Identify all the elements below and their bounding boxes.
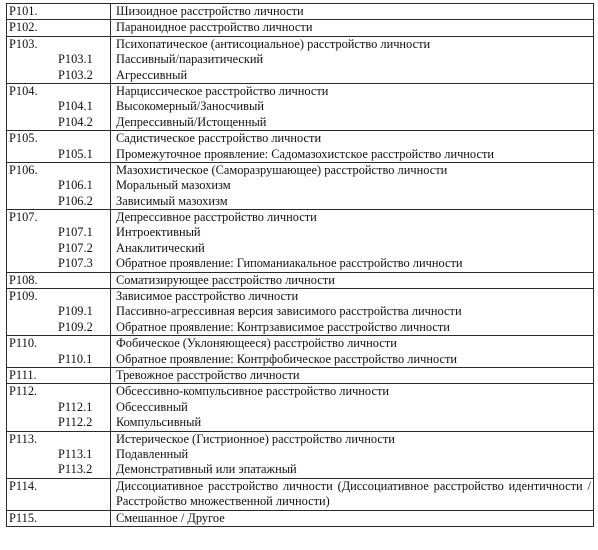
- code-cell: [7, 384, 111, 431]
- name-cell: [111, 336, 594, 368]
- subtype-code: P104.2: [58, 114, 93, 129]
- code-cell: [7, 431, 111, 478]
- table-row: [7, 478, 594, 510]
- group-name: Зависимое расстройство личности: [116, 289, 299, 304]
- subtype-name: Обсессивный: [116, 399, 188, 414]
- subtype-name: Интроективный: [116, 225, 201, 240]
- subtype-code: P112.2: [58, 415, 93, 430]
- group-code: P108.: [9, 272, 38, 287]
- code-cell: [7, 510, 111, 526]
- table-row: [7, 289, 594, 336]
- name-cell: [111, 272, 594, 288]
- name-cell: [111, 83, 594, 130]
- name-cell: [111, 210, 594, 273]
- code-cell: [7, 367, 111, 383]
- group-code: P106.: [9, 162, 38, 177]
- code-cell: [7, 4, 111, 20]
- subtype-code: P105.1: [58, 146, 93, 161]
- group-name: Психопатическое (антисоциальное) расстройство личности: [116, 36, 431, 51]
- group-code: P115.: [9, 510, 38, 525]
- name-cell: [111, 289, 594, 336]
- table-row: [7, 431, 594, 478]
- table-row: [7, 272, 594, 288]
- subtype-name: Пассивный/паразитический: [116, 52, 264, 67]
- code-cell: [7, 289, 111, 336]
- subtype-code: P107.1: [58, 225, 93, 240]
- subtype-code: P103.2: [58, 67, 93, 82]
- subtype-code: P110.1: [58, 351, 93, 366]
- subtype-name: Компульсивный: [116, 415, 202, 430]
- subtype-name: Высокомерный/Заносчивый: [116, 99, 264, 114]
- group-code: P109.: [9, 289, 38, 304]
- group-code: P111.: [9, 367, 37, 382]
- code-cell: [7, 210, 111, 273]
- name-cell: [111, 36, 594, 83]
- table-row: [7, 131, 594, 163]
- group-name: Депрессивное расстройство личности: [116, 210, 317, 225]
- group-code: P105.: [9, 131, 38, 146]
- group-name: Соматизирующее расстройство личности: [116, 272, 335, 287]
- group-code: P114.: [9, 478, 38, 493]
- table-row: [7, 83, 594, 130]
- code-cell: [7, 20, 111, 36]
- group-name: Садистическое расстройство личности: [116, 131, 322, 146]
- group-code: P112.: [9, 384, 38, 399]
- subtype-name: Обратное проявление: Контрфобическое расстройство личности: [116, 351, 458, 366]
- group-code: P113.: [9, 431, 38, 446]
- group-name: Истерическое (Гистрионное) расстройство личности: [116, 431, 395, 446]
- group-name: Диссоциативное расстройство личности (Диссоциативное расстройство идентичности / Расстройство множественной личности): [116, 478, 591, 509]
- table-row: [7, 384, 594, 431]
- subtype-name: Обратное проявление: Контрзависимое расстройство личности: [116, 319, 450, 334]
- subtype-code: P106.2: [58, 193, 93, 208]
- name-cell: [111, 131, 594, 163]
- table-row: [7, 4, 594, 20]
- table-row: [7, 367, 594, 383]
- code-cell: [7, 83, 111, 130]
- name-cell: [111, 384, 594, 431]
- subtype-code: P107.3: [58, 256, 93, 271]
- group-code: P101.: [9, 4, 38, 18]
- subtype-name: Обратное проявление: Гипоманиакальное расстройство личности: [116, 256, 463, 271]
- name-cell: [111, 20, 594, 36]
- code-cell: [7, 336, 111, 368]
- table-row: [7, 36, 594, 83]
- classification-table: [6, 3, 594, 527]
- table-row: [7, 20, 594, 36]
- subtype-code: P109.1: [58, 304, 93, 319]
- subtype-name: Подавленный: [116, 446, 189, 461]
- subtype-code: P107.2: [58, 240, 93, 255]
- subtype-code: P109.2: [58, 319, 93, 334]
- group-name: Мазохистическое (Саморазрушающее) расстройство личности: [116, 162, 448, 177]
- group-name: Обсессивно-компульсивное расстройство личности: [116, 384, 389, 399]
- group-name: Смешанное / Другое: [116, 510, 225, 525]
- group-name: Шизоидное расстройство личности: [116, 4, 304, 18]
- code-cell: [7, 131, 111, 163]
- table-row: [7, 336, 594, 368]
- group-name: Фобическое (Уклоняющееся) расстройство личности: [116, 336, 397, 351]
- table-row: [7, 162, 594, 209]
- subtype-name: Промежуточное проявление: Садомазохистское расстройство личности: [116, 146, 494, 161]
- subtype-code: P103.1: [58, 52, 93, 67]
- group-code: P104.: [9, 83, 38, 98]
- group-code: P107.: [9, 210, 38, 225]
- name-cell: [111, 478, 594, 510]
- subtype-name: Депрессивный/Истощенный: [116, 114, 267, 129]
- subtype-code: P112.1: [58, 399, 93, 414]
- group-name: Тревожное расстройство личности: [116, 367, 300, 382]
- name-cell: [111, 431, 594, 478]
- subtype-name: Моральный мазохизм: [116, 178, 231, 193]
- subtype-code: P104.1: [58, 99, 93, 114]
- name-cell: [111, 162, 594, 209]
- subtype-name: Пассивно-агрессивная версия зависимого расстройства личности: [116, 304, 462, 319]
- group-code: P103.: [9, 36, 38, 51]
- code-cell: [7, 478, 111, 510]
- subtype-code: P113.2: [58, 462, 93, 477]
- code-cell: [7, 162, 111, 209]
- subtype-name: Зависимый мазохизм: [116, 193, 228, 208]
- name-cell: [111, 510, 594, 526]
- name-cell: [111, 367, 594, 383]
- subtype-name: Агрессивный: [116, 67, 188, 82]
- table-row: [7, 510, 594, 526]
- group-name: Параноидное расстройство личности: [116, 20, 313, 35]
- subtype-code: P113.1: [58, 446, 93, 461]
- group-name: Нарциссическое расстройство личности: [116, 83, 329, 98]
- code-cell: [7, 36, 111, 83]
- subtype-name: Анаклитический: [116, 240, 205, 255]
- subtype-code: P106.1: [58, 178, 93, 193]
- subtype-name: Демонстративный или эпатажный: [116, 462, 297, 477]
- name-cell: [111, 4, 594, 20]
- table-row: [7, 210, 594, 273]
- group-code: P102.: [9, 20, 38, 35]
- code-cell: [7, 272, 111, 288]
- table-body: [7, 4, 594, 527]
- group-code: P110.: [9, 336, 38, 351]
